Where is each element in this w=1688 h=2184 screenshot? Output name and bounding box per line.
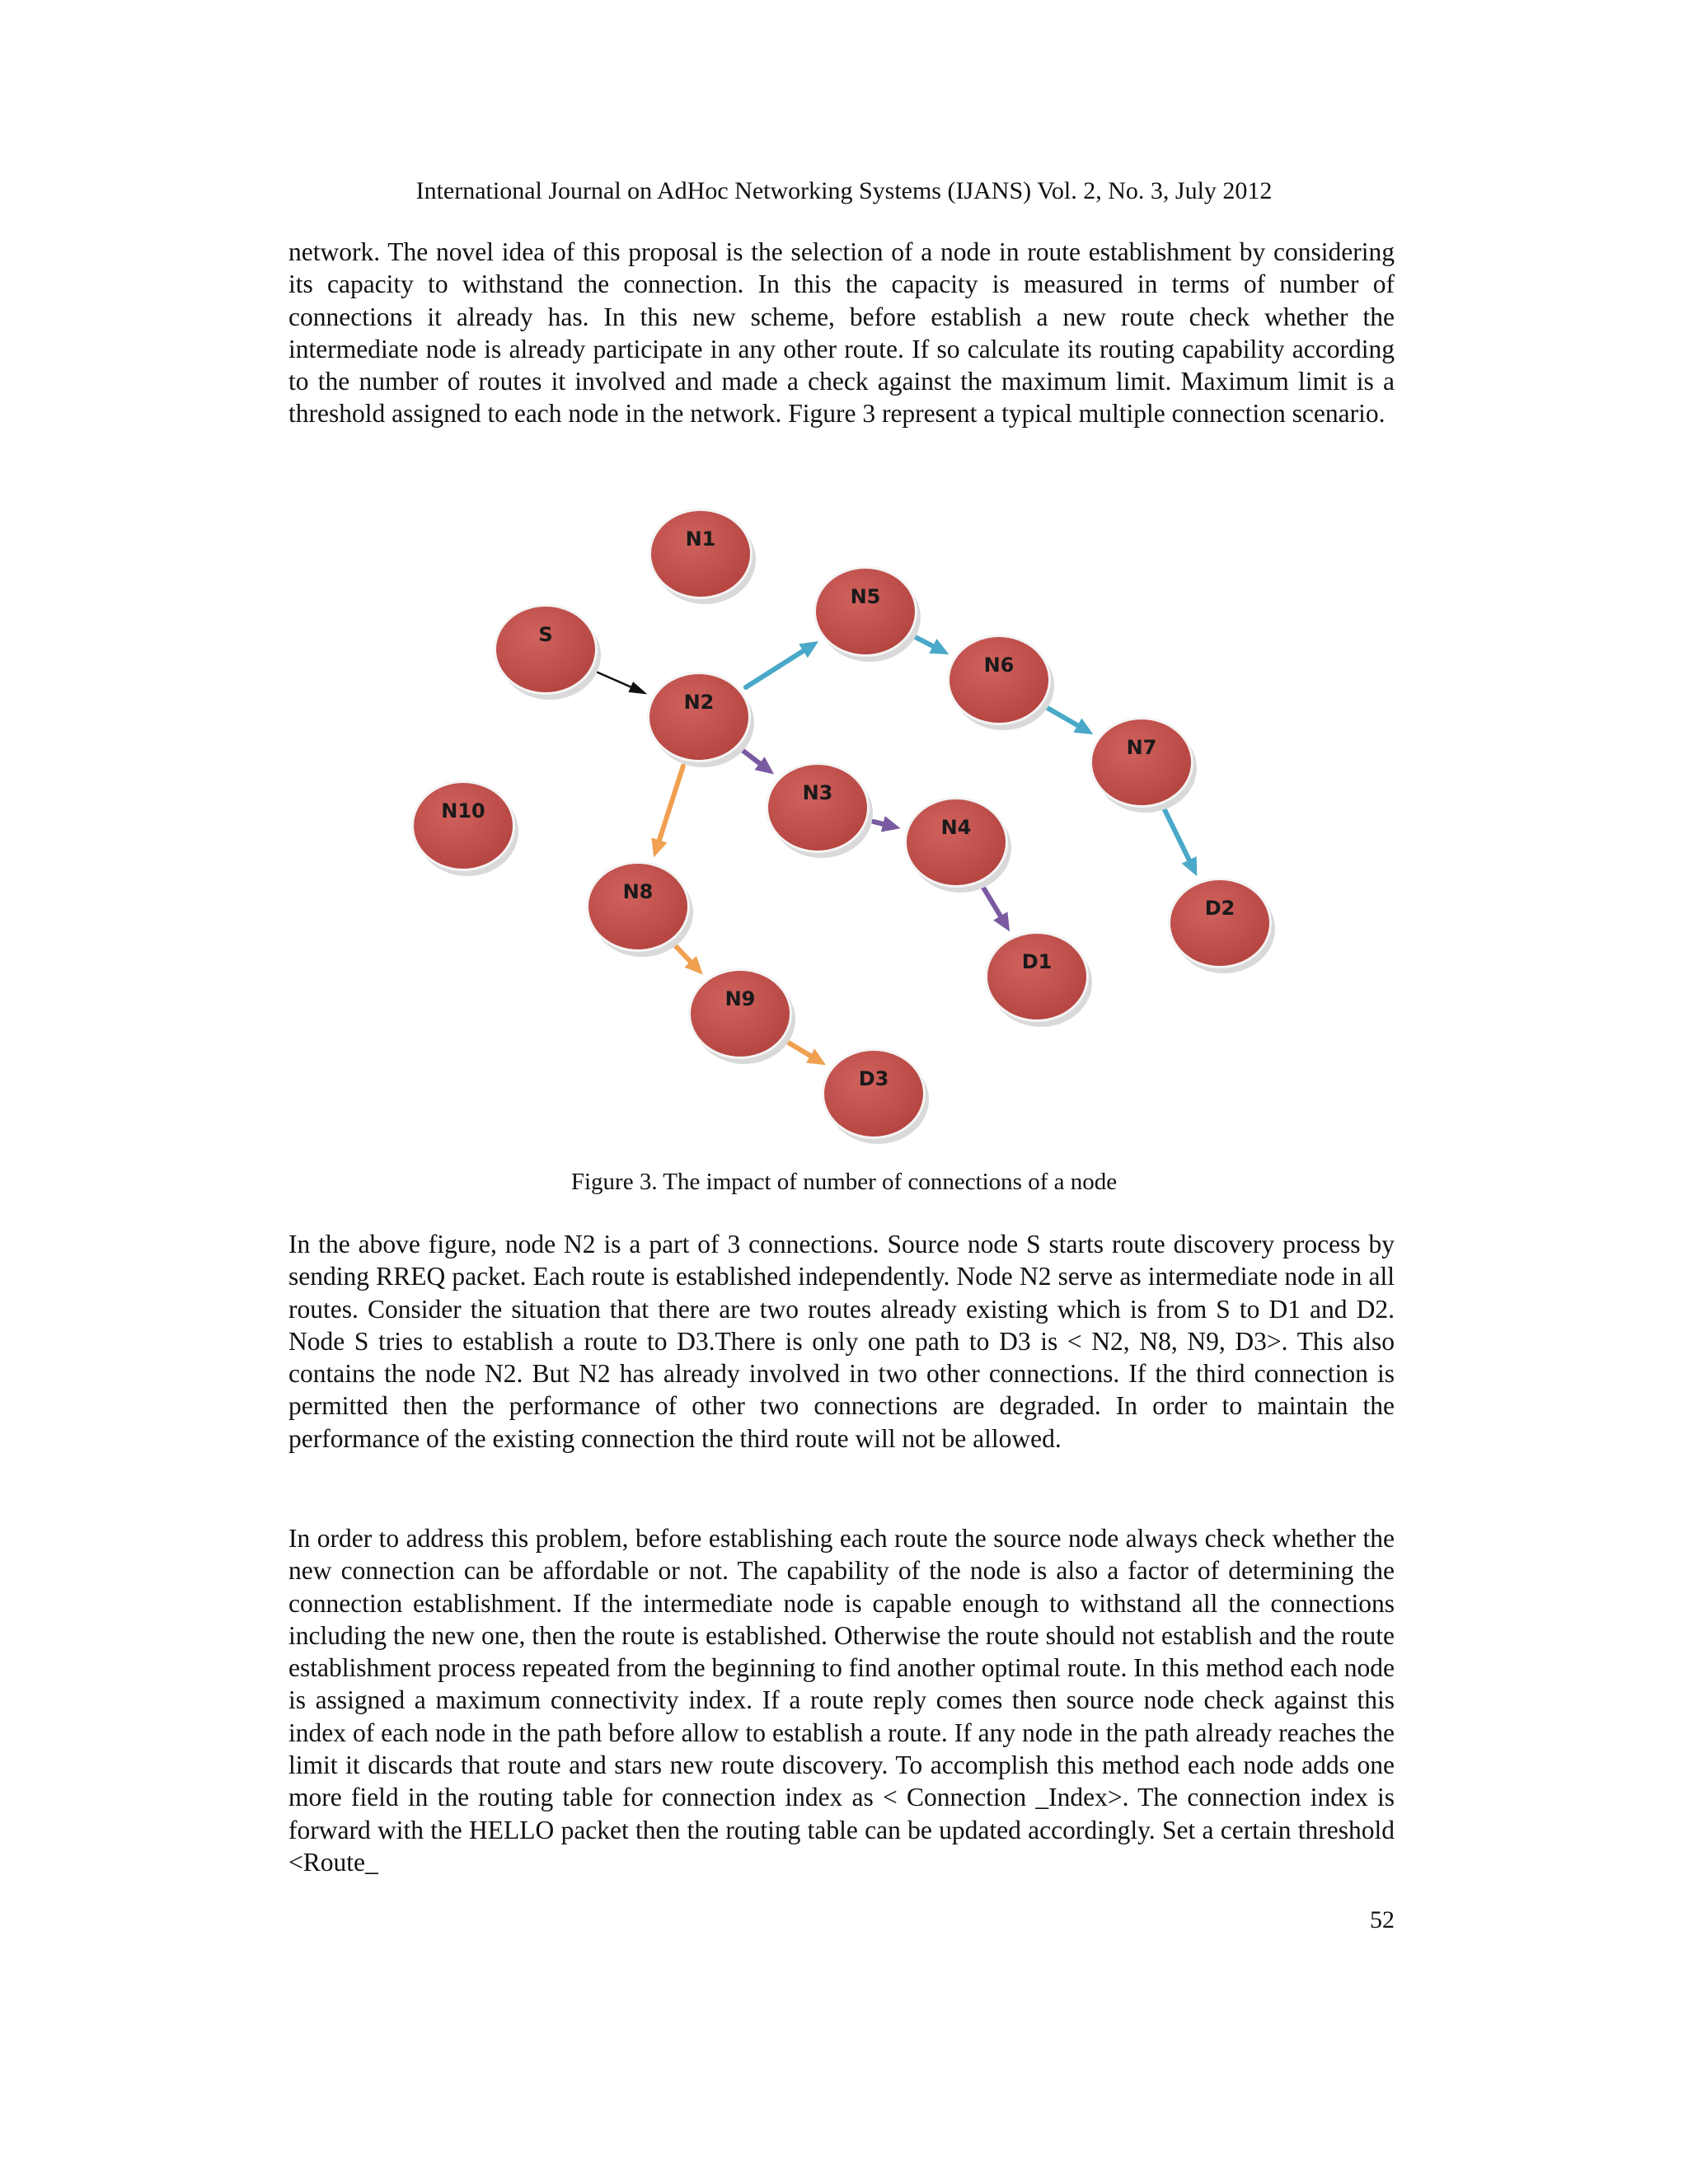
node-label: S <box>538 623 553 646</box>
node-n1 <box>649 509 756 604</box>
node-label: D2 <box>1204 897 1236 920</box>
node-n5 <box>814 566 921 662</box>
node-n2 <box>647 672 754 767</box>
node-s <box>494 604 601 700</box>
node-d2 <box>1168 878 1275 973</box>
edge-n5-n6 <box>916 637 950 654</box>
edge-n7-d2 <box>1165 809 1198 876</box>
node-label: N10 <box>441 799 485 823</box>
paragraph-1: network. The novel idea of this proposal is the selection of a node in route establishment by considering its capacity to withstand the connection. In this the capacity is measured in terms of number of connections it already has. In this new scheme, before establish a new route check whether the intermediate node is already participate in any other route. If so calculate its routing capability according to the number of routes it involved and made a check against the maximum limit. Maximum limit is a threshold assigned to each node in the network. Figure 3 represent a typical multiple connection scenario. <box>288 237 1395 429</box>
edge-n8-n9 <box>675 945 703 974</box>
node-n7 <box>1090 717 1197 813</box>
edge-n2-n8 <box>651 766 682 858</box>
paragraph-2: In the above figure, node N2 is a part of 3 connections. Source node S starts route discovery process by sending RREQ packet. Each route is established independently. Node N2 serve as intermediate node in all routes. Consider the situation that there are two routes already existing which is from S to D1 and D2. Node S tries to establish a route to D3.There is only one path to D3 is < N2, N8, N9, D3>. This also contains the node N2. But N2 has already involved in two other connections. If the third connection is permitted then the performance of other two connections are degraded. In order to maintain the performance of the existing connection the third route will not be allowed. <box>288 1230 1395 1453</box>
node-label: N1 <box>685 527 716 551</box>
node-label: D3 <box>858 1067 889 1090</box>
edge-n2-n5 <box>746 641 818 687</box>
edge-n9-d3 <box>788 1043 826 1066</box>
node-label: N4 <box>940 816 972 839</box>
running-header: International Journal on AdHoc Networking Systems (IJANS) Vol. 2, No. 3, July 2012 <box>415 177 1273 204</box>
node-label: N6 <box>983 654 1015 677</box>
node-n10 <box>411 780 518 876</box>
node-n4 <box>904 797 1011 893</box>
node-layer <box>411 509 1275 1144</box>
node-n6 <box>947 635 1054 730</box>
node-d1 <box>985 931 1092 1027</box>
node-label: D1 <box>1021 950 1053 973</box>
edge-s-n2 <box>598 673 648 695</box>
node-label: N7 <box>1126 736 1157 759</box>
node-label: N3 <box>802 781 833 804</box>
figure-caption: Figure 3. The impact of number of connections of a node <box>570 1169 1118 1195</box>
node-n8 <box>586 861 693 957</box>
edge-n2-n3 <box>743 750 774 774</box>
edge-n3-n4 <box>873 816 900 832</box>
node-label: N2 <box>683 691 715 714</box>
node-n3 <box>766 762 873 858</box>
paragraph-3: In order to address this problem, before establishing each route the source node always check whether the new connection can be affordable or not. The capability of the node is also a factor of determining the connection establishment. If the intermediate node is capable enough to withstand all the connections including the new one, then the route is established. Otherwise the route should not establish and the route establishment process repeated from the beginning to find another optimal route. In this method each node is assigned a maximum connectivity index. If a route reply comes then source node check against this index of each node in the path before allow to establish a route. If any node in the path already reaches the limit it discards that route and stars new route discovery. To accomplish this method each node adds one more field in the routing table for connection index as < Connection _Index>. The connection index is forward with the HELLO packet then the routing table can be updated accordingly. Set a certain threshold <Route_ <box>288 1524 1395 1877</box>
node-label: N9 <box>724 987 756 1010</box>
node-d3 <box>822 1048 929 1144</box>
node-label: N5 <box>850 585 881 608</box>
page-number: 52 <box>1370 1906 1395 1933</box>
edge-n4-d1 <box>983 888 1010 932</box>
edge-n6-n7 <box>1048 708 1094 734</box>
node-n9 <box>688 968 795 1064</box>
node-label: N8 <box>622 880 654 903</box>
network-figure <box>387 494 1294 1154</box>
